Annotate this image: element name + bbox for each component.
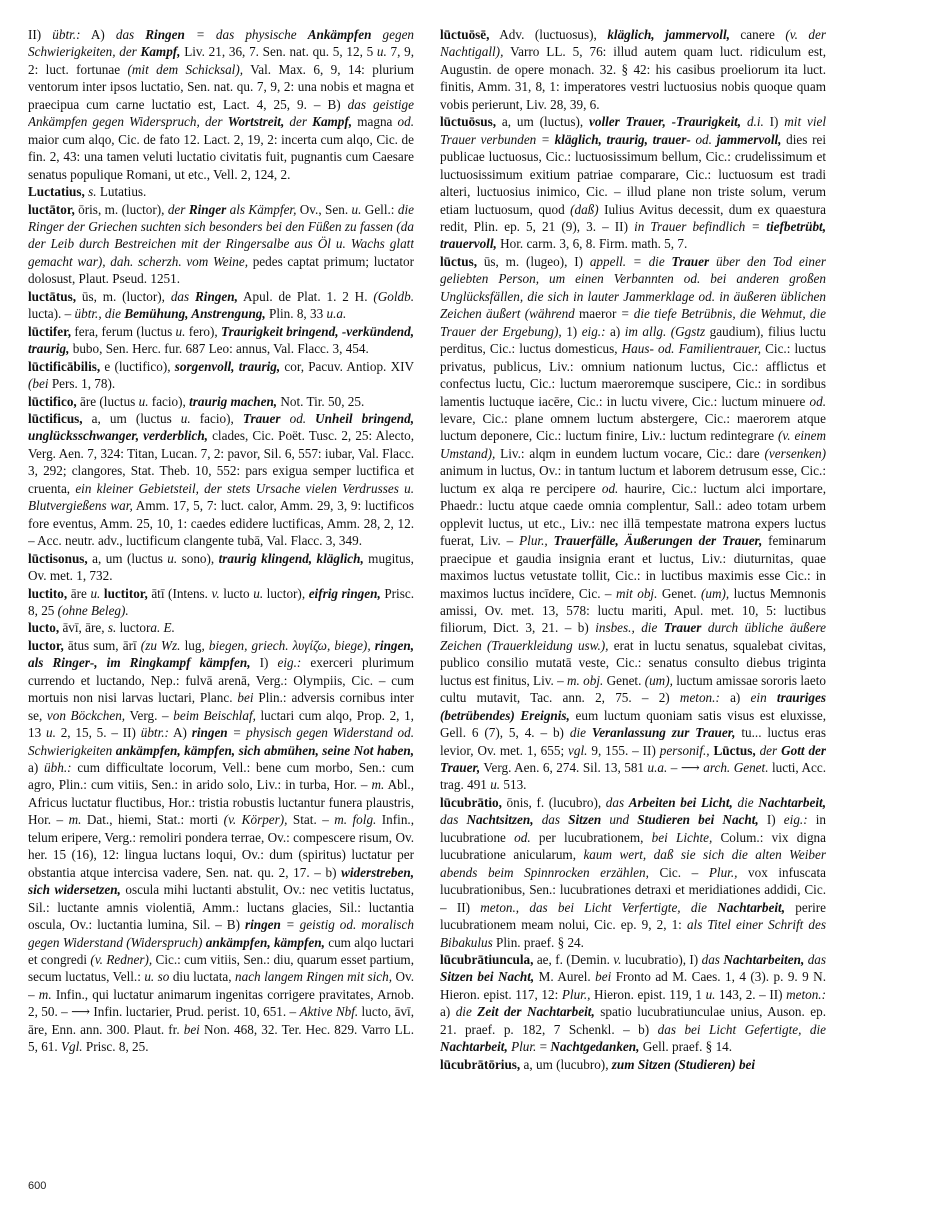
dictionary-entry <box>28 358 414 393</box>
entry-body: fera, ferum (luctus u. fero), Traurigkeit bringend, -verkündend, traurig, bubo, Sen. Herc. fur. 687 Leo: annus, Val. Flacc. 3, 454. <box>28 323 414 357</box>
headword: lūctificus, <box>28 410 83 426</box>
headword: luctor, <box>28 637 64 653</box>
headword: lūctificābilis, <box>28 358 101 374</box>
entry-continuation: II) übtr.: A) das Ringen = das physische Ankämpfen gegen Schwierigkeiten, der Kampf, Liv. 21, 36, 7. Sen. nat. qu. 5, 12, 5 u. 7, 9, 2: luct. fortunae (mit dem Schicksal), Val. Max. 6, 9, 14: plurium ventorum inter ipsos luctatio, Sen. nat. qu. 7, 9, 2: una nobis et magna et praecipua cum carne luctatio est, Lact. 4, 25, 9. – B) das geistige Ankämpfen gegen Widerspruch, der Wortstreit, der Kampf, magna od. maior cum alqo, Cic. de fato 12. Lact. 2, 19, 2: incerta cum alqo, Cic. de fin. 2, 43: una tamen veluti luctatio civitatis fuit, pugnantis cum Caesare senatus populique Romani, ut etc., Vell. 2, 124, 2. <box>28 27 414 182</box>
headword: Luctatius, <box>28 184 85 200</box>
entry-body: Adv. (luctuosus), kläglich, jammervoll, canere (v. der Nachtigall), Varro LL. 5, 76: illud autem quam luct. ridiculum est, Augustin. de opere monach. 32. § 42: his casibus proeliorum ita luct. finitis, Amm. 31, 8, 1: imperatores vestri luctuosius nobis quoque quam vobis perierunt, Liv. 28, 39, 6. <box>440 27 826 112</box>
entry-body: a, um (lucubro), zum Sitzen (Studieren) bei <box>520 1056 756 1072</box>
dictionary-entry <box>28 323 414 358</box>
entry-body: ae, f. (Demin. v. lucubratio), I) das Nachtarbeiten, das Sitzen bei Nacht, M. Aurel. bei Fronto ad M. Caes. 1, 4 (3). p. 9. 9 N. Hieron. epist. 117, 12: Plur., Hieron. epist. 119, 1 u. 143, 2. – II) meton.: a) die Zeit der Nachtarbeit, spatio lucubratiunculae unius, Auson. ep. 21. praef. p. 182, 7 Schenkl. – b) das bei Licht Gefertigte, die Nachtarbeit, Plur. = Nachtgedanken, Gell. praef. § 14. <box>440 952 826 1055</box>
entry-body: āvī, āre, s. luctora. E. <box>59 620 175 636</box>
dictionary-entry <box>28 288 414 323</box>
dictionary-entry <box>440 1056 826 1073</box>
left-column <box>28 26 414 1178</box>
dictionary-entry <box>28 550 414 585</box>
dictionary-entry <box>28 585 414 620</box>
headword: luctātus, <box>28 288 76 304</box>
dictionary-entry <box>440 113 826 253</box>
headword: lūctus, <box>440 253 478 269</box>
dictionary-entry <box>440 951 826 1056</box>
entry-body: āre u. luctitor, ātī (Intens. v. lucto u. luctor), eifrig ringen, Prisc. 8, 25 (ohne Beleg). <box>28 585 414 618</box>
dictionary-page <box>28 26 912 1176</box>
dictionary-entry <box>28 410 414 550</box>
entry-body: ōnis, f. (lucubro), das Arbeiten bei Licht, die Nachtarbeit, das Nachtsitzen, das Sitzen und Studieren bei Nacht, I) eig.: in lucubratione od. per lucubrationem, bei Lichte, Colum.: vix digna lucubratione anicularum, kaum wert, daß sie sich die alten Weiber abends beim Spinnrocken erzählen, Cic. – Plur., vox infuscata lucubrationibus, Sen.: lucubrationes detraxi et meridiationes addidi, Cic. – II) meton., das bei Licht Verfertigte, die Nachtarbeit, perire lucubrationem meam nolui, Cic. ep. 9, 2, 1: als Titel einer Schrift des Bibakulus Plin. praef. § 24. <box>440 794 826 950</box>
dictionary-entry <box>28 183 414 200</box>
headword: luctito, <box>28 585 68 601</box>
headword: lūcubrātiuncula, <box>440 952 534 968</box>
headword: lūctuōsē, <box>440 27 490 42</box>
entry-body: a, um (luctus u. facio), Trauer od. Unheil bringend, unglücksschwanger, verderblich, clades, Cic. Poët. Tusc. 2, 25: Alecto, Verg. Aen. 7, 324: Titan, Lucan. 7, 2: pavor, Sil. 6, 557: iubar, Val. Flacc. 3, 292; clangores, Stat. Theb. 10, 552: pars exigua semper luctifica et cruenta, ein kleiner Gebietsteil, der stets Ursache vielen Verdrusses u. Blutvergießens war, Amm. 17, 5, 7: luct. calor, Amm. 29, 3, 9: luctificos fore eventus, Amm. 25, 10, 1: caedes edidere luctificas, Amm. 28, 2, 12. – Acc. neutr. adv., luctificum clangente tubā, Val. Flacc. 3, 349. <box>28 410 414 549</box>
dictionary-entry <box>440 26 826 113</box>
page-number: 600 <box>28 1180 47 1192</box>
headword: lūctisonus, <box>28 550 88 566</box>
entry-body: ōris, m. (luctor), der Ringer als Kämpfer, Ov., Sen. u. Gell.: die Ringer der Griechen suchten sich besonders bei den Füßen zu fassen (da der Leib durch Bestreichen mit der Ringersalbe aus Öl u. Wachs glatt gemacht war), dah. scherzh. vom Weine, pedes captat primum; luctator dolosust, Plaut. Pseud. 1251. <box>28 201 414 287</box>
entry-body: ūs, m. (lugeo), I) appell. = die Trauer über den Tod einer geliebten Person, um einen Verbannten od. bei anderen großen Unglücksfällen, die sich in lauter Jammerklage od. in äußeren üblichen Zeichen äußert (während maeror = die tiefe Betrübnis, die Wehmut, die Trauer der Ergebung), 1) eig.: a) im allg. (Ggstz gaudium), filius luctu perditus, Cic.: luctus domesticus, Haus- od. Familientrauer, Cic.: luctus privatus, publicus, Liv.: omnium nationum luctus, Cic.: afflictus et confectus luctu, Cic.: luctum maeroremque suscipere, Cic.: in sordibus lamentis luctuque iacēre, Cic.: in luctu vivere, Cic.: luctum minuere od. levare, Cic.: plane omnem luctum abstergere, Cic.: maerorem atque luctum deponere, Cic.: luctum finire, Liv.: luctum redintegrare (v. einem Umstand), Liv.: alqm in eundem luctum vocare, Cic.: dare (versenken) animum in luctus, Ov.: in tantum luctum et laborem detrusum esse, Cic.: luctum ex alqa re percipere od. haurire, Cic.: luctum alci importare, Phaedr.: luctu atque caede omnia complentur, Sall.: adeo totam urbem opplevit luctus, ut etc., Liv.: nec illā tempestate matrona expers luctus fuerat, Liv. – Plur., Trauerfälle, Äußerungen der Trauer, feminarum praecipue et gaudia insignia erant et luctus, Liv.: diuturnitas, quae maximos luctus vetustate tollit, Cic.: in luctibus maximis esse Cic.: in maximos luctus incīdere, Cic. – mit obj. Genet. (um), luctus Memnonis amissi, Ov. met. 13, 578: luctu mariti, Apul. met. 10, 5: luctibus filiorum, Dict. 3, 21. – b) insbes., die Trauer durch übliche äußere Zeichen (Trauerkleidung usw.), erat in luctu senatus, squalebat civitas, publico consilio mutatā veste, Cic.: senatus consulto diebus triginta luctus est finitus, Liv. – m. obj. Genet. (um), luctum amissae sororis laeto cultu mutavit, Tac. ann. 2, 75. – 2) meton.: a) ein trauriges (betrübendes) Ereignis, eum luctum quoniam satis visus est eluxisse, Gell. 6 (7), 5, 4. – b) die Veranlassung zur Trauer, tu... luctus eras levior, Ov. met. 1, 655; vgl. 9, 155. – II) personif., Lūctus, der Gott der Trauer, Verg. Aen. 6, 274. Sil. 13, 581 u.a. – ⟶ arch. Genet. lucti, Acc. trag. 491 u. 513. <box>440 253 826 793</box>
dictionary-entry <box>28 637 414 1056</box>
left-entries <box>28 183 414 1056</box>
dictionary-entry <box>28 201 414 288</box>
dictionary-entry <box>440 794 826 951</box>
entry-body: a, um (luctus u. sono), traurig klingend, kläglich, mugitus, Ov. met. 1, 732. <box>28 550 414 584</box>
entry-body: e (luctifico), sorgenvoll, traurig, cor, Pacuv. Antiop. XIV (bei Pers. 1, 78). <box>28 358 414 392</box>
entry-body: s. Lutatius. <box>88 184 147 200</box>
headword: lūcubrātōrius, <box>440 1056 521 1072</box>
headword: luctātor, <box>28 201 75 217</box>
dictionary-entry <box>440 253 826 794</box>
headword: lucto, <box>28 620 60 636</box>
right-entries <box>440 26 826 1073</box>
headword: lūctuōsus, <box>440 114 497 130</box>
entry-body: ūs, m. (luctor), das Ringen, Apul. de Plat. 1. 2 H. (Goldb. lucta). – übtr., die Bemühung, Anstrengung, Plin. 8, 33 u.a. <box>28 288 414 322</box>
dictionary-entry <box>28 393 414 410</box>
headword: lūctifer, <box>28 323 72 339</box>
entry-body: āre (luctus u. facio), traurig machen, Not. Tir. 50, 25. <box>76 393 365 409</box>
entry-body: ātus sum, ārī (zu Wz. lug, biegen, griech. λυγίζω, biege), ringen, als Ringer-, im Ringkampf kämpfen, I) eig.: exerceri plurimum currendo et luctando, Nep.: fulvā arenā, Verg.: Olympiis, Cic. – cum mortuis non nisi larvas luctari, Planc. bei Plin.: adversis cornibus inter se, von Böckchen, Verg. – beim Beischlaf, luctari cum alqo, Prop. 2, 1, 13 u. 2, 15, 5. – II) übtr.: A) ringen = physisch gegen Widerstand od. Schwierigkeiten ankämpfen, kämpfen, sich abmühen, seine Not haben, a) übh.: cum difficultate locorum, Vell.: bene cum morbo, Sen.: cum agro, Plin.: cum vitiis, Sen.: in arido solo, Liv.: in turba, Hor. – m. Abl., Africus luctatur fluctibus, Hor.: tristia robustis luctantur funera plaustris, Hor. – m. Dat., hiemi, Stat.: morti (v. Körper), Stat. – m. folg. Infin., telum eripere, Verg.: remoliri pondera terrae, Ov.: compescere risum, Ov. her. 15 (16), 12: lingua luctans loqui, Ov.: dum (spiritus) luctatur per obstantia atque intercisa vadere, Sen. nat. qu. 2, 17. – b) widerstreben, sich widersetzen, oscula mihi luctanti abstulit, Ov.: nec vetitis luctatus, Sil.: luctante amnis violentiā, Amm.: luctans glacies, Sil.: luctantia oscula, Ov.: luctantia lumina, Sil. – B) ringen = geistig od. moralisch gegen Widerstand (Widerspruch) ankämpfen, kämpfen, cum alqo luctari et congredi (v. Redner), Cic.: cum vitiis, Sen.: diu, quarum esset partium, secum luctatus, Vell.: u. so diu luctata, nach langem Ringen mit sich, Ov. – m. Infin., qui luctatur animarum ingenitas corrigere pravitates, Arnob. 2, 50. – ⟶ Infin. luctarier, Prud. perist. 10, 651. – Aktive Nbf. lucto, āvī, āre, Enn. ann. 300. Plaut. fr. bei Non. 468, 32. Ter. Hec. 829. Varro LL. 5, 61. Vgl. Prisc. 8, 25. <box>28 637 414 1055</box>
headword: lūcubrātio, <box>440 794 502 810</box>
right-column <box>440 26 826 1178</box>
entry-body: a, um (luctus), voller Trauer, -Traurigkeit, d.i. I) mit viel Trauer verbunden = kläglich, traurig, trauer- od. jammervoll, dies rei publicae luctuosus, Cic.: luctuosissimum bellum, Cic.: crudelissimum et luctuosissimum exitium patriae comparare, Cic.: luctuosum est tradi alteri, luctuosius inimico, Cic. – illud plane non triste solum, verum etiam luctuosum, quod (daß) Iulius Avitus decessit, dum ex quaestura redit, Plin. ep. 5, 21 (9), 3. – II) in Trauer befindlich = tiefbetrübt, trauervoll, Hor. carm. 3, 6, 8. Firm. math. 5, 7. <box>440 114 826 252</box>
dictionary-entry <box>28 619 414 636</box>
headword: lūctifico, <box>28 393 77 409</box>
